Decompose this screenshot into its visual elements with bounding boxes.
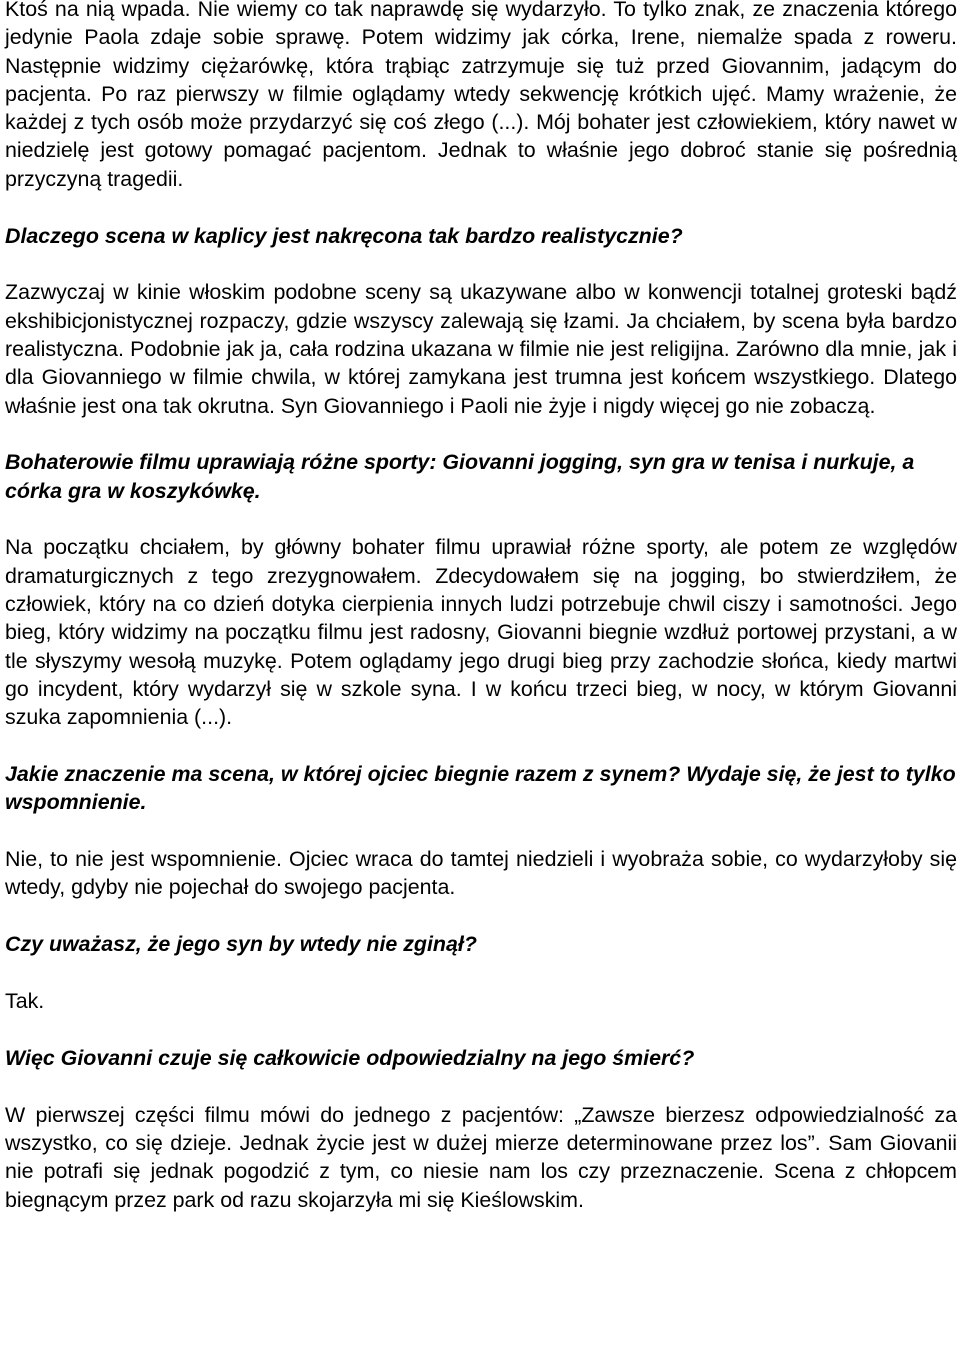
interview-question: Bohaterowie filmu uprawiają różne sporty: Giovanni jogging, syn gra w tenisa i nurkuje, a córka gra w koszykówkę.: [5, 450, 915, 503]
answer-paragraph: Tak.: [5, 989, 45, 1014]
interview-question: Czy uważasz, że jego syn by wtedy nie zginął?: [5, 932, 477, 957]
interview-question: Więc Giovanni czuje się całkowicie odpowiedzialny na jego śmierć?: [5, 1045, 695, 1070]
answer-paragraph: Zazwyczaj w kinie włoskim podobne sceny są ukazywane albo w konwencji totalnej groteski bądź ekshibicjonistycznej rozpaczy, gdzie wszyscy zalewają się łzami. Ja chciałem, by scena była bardzo realistyczna. Podobnie jak ja, cała rodzina ukazana w filmie nie jest religijna. Zarówno dla mnie, jak i dla Giovanniego w filmie chwila, w której zamykana jest trumna jest końcem wszystkiego. Dlatego właśnie jest ona tak okrutna. Syn Giovanniego i Paoli nie żyje i nigdy więcej go nie zobaczą.: [5, 280, 957, 418]
answer-paragraph: Na początku chciałem, by główny bohater filmu uprawiał różne sporty, ale potem ze względów dramaturgicznych z tego zrezygnowałem. Zdecydowałem się na jogging, bo stwierdziłem, że człowiek, który na co dzień dotyka cierpienia innych ludzi potrzebuje chwil ciszy i samotności. Jego bieg, który widzimy na początku filmu jest radosny, Giovanni biegnie wzdłuż portowej przystani, a w tle słyszymy wesołą muzykę. Potem oglądamy jego drugi bieg przy zachodzie słońca, kiedy martwi go incydent, który wydarzył się w szkole syna. I w końcu trzeci bieg, w nocy, w którym Giovanni szuka zapomnienia (...).: [5, 535, 957, 730]
interview-question: Dlaczego scena w kaplicy jest nakręcona tak bardzo realistycznie?: [5, 223, 683, 248]
answer-paragraph: W pierwszej części filmu mówi do jednego z pacjentów: „Zawsze bierzesz odpowiedzialność za wszystko, co się dzieje. Jednak życie jest w dużej mierze determinowane przez los”. Sam Giovanii nie potrafi się jednak pogodzić z tym, co niesie nam los czy przeznaczenie. Scena z chłopcem biegnącym przez park od razu skojarzyła mi się Kieślowskim.: [5, 1102, 957, 1212]
document-page: [5, 0, 957, 1214]
interview-question: Jakie znaczenie ma scena, w której ojciec biegnie razem z synem? Wydaje się, że jest to tylko wspomnienie.: [5, 762, 956, 815]
answer-paragraph: Ktoś na nią wpada. Nie wiemy co tak naprawdę się wydarzyło. To tylko znak, ze znaczenia którego jedynie Paola zdaje sobie sprawę. Potem widzimy jak córka, Irene, niemalże spada z roweru. Następnie widzimy ciężarówkę, która trąbiąc zatrzymuje się tuż przed Giovannim, jadącym do pacjenta. Po raz pierwszy w filmie oglądamy wtedy sekwencję krótkich ujęć. Mamy wrażenie, że każdej z tych osób może przydarzyć się coś złego (...). Mój bohater jest człowiekiem, który nawet w niedzielę jest gotowy pomagać pacjentom. Jednak to właśnie jego dobroć stanie się pośrednią przyczyną tragedii.: [5, 0, 957, 191]
answer-paragraph: Nie, to nie jest wspomnienie. Ojciec wraca do tamtej niedzieli i wyobraża sobie, co wydarzyłoby się wtedy, gdyby nie pojechał do swojego pacjenta.: [5, 847, 957, 900]
